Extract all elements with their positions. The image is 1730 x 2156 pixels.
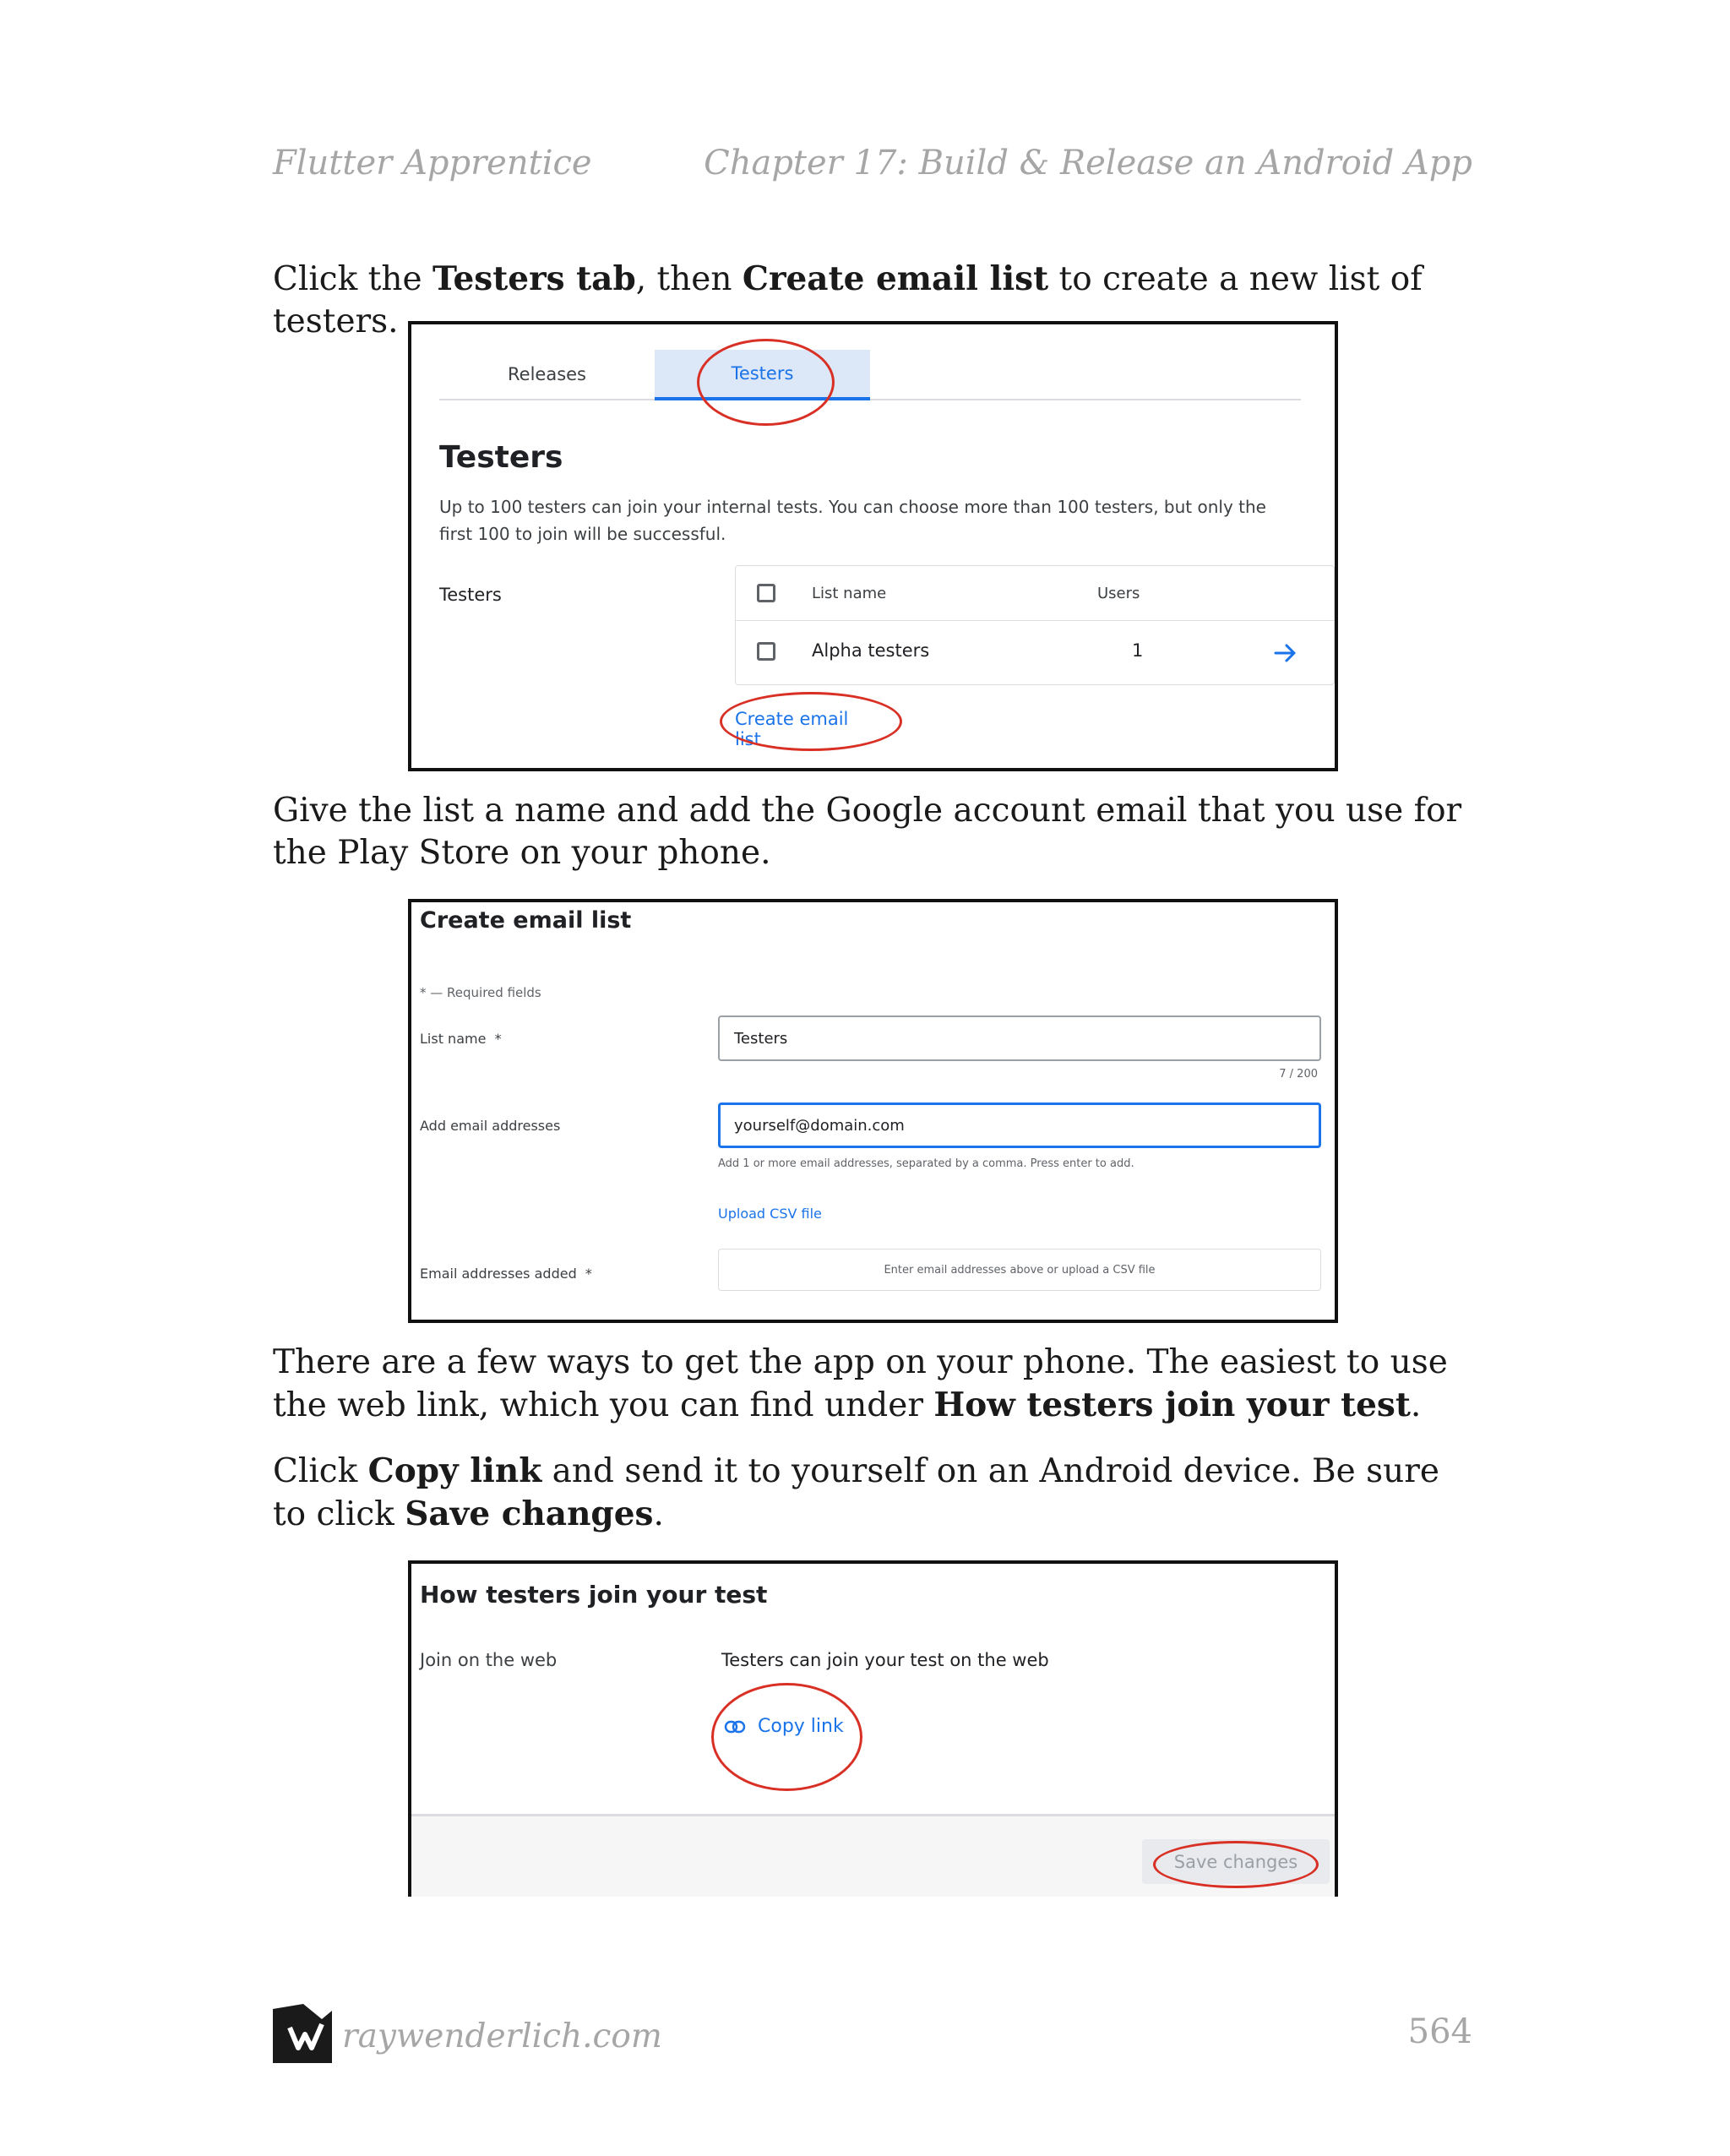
highlight-circle: [697, 339, 835, 426]
save-changes-button[interactable]: Save changes: [1142, 1839, 1330, 1884]
users-cell: 1: [1132, 640, 1144, 661]
paragraph-4: Click Copy link and send it to yourself on an Android device. Be sure to click Save changes.: [273, 1451, 1439, 1533]
page-number: 564: [1407, 2012, 1472, 2051]
paragraph-1: Click the Testers tab, then Create email list to create a new list of testers.: [273, 259, 1423, 340]
arrow-right-icon[interactable]: [1273, 640, 1298, 666]
required-note: * — Required fields: [420, 985, 541, 1000]
column-header-users: Users: [1097, 585, 1140, 602]
table-header-row: [736, 566, 1334, 621]
list-name-cell: Alpha testers: [812, 640, 930, 661]
join-description: Testers can join your test on the web: [721, 1650, 1049, 1670]
description: Up to 100 testers can join your internal tests. You can choose more than 100 testers, but only the first 100 to join will be successful.: [439, 497, 1266, 544]
paragraph-2: Give the list a name and add the Google account email that you use for the Play Store on your phone.: [273, 792, 1462, 872]
copy-link-label: Copy link: [758, 1716, 844, 1737]
char-count: 7 / 200: [1279, 1068, 1318, 1081]
how-testers-join-screenshot: [408, 1560, 1338, 1897]
email-help-text: Add 1 or more email addresses, separated by a comma. Press enter to add.: [718, 1157, 1134, 1170]
action-bar: [411, 1814, 1335, 1897]
dialog-title: Create email list: [420, 907, 632, 934]
footer-site: raywenderlich.com: [342, 2017, 662, 2055]
book-title: Flutter Apprentice: [273, 144, 592, 182]
testers-row-label: Testers: [439, 585, 502, 605]
upload-csv-link[interactable]: Upload CSV file: [718, 1206, 822, 1222]
chapter-title: Chapter 17: Build & Release an Android App: [704, 144, 1472, 182]
column-header-list-name: List name: [812, 585, 887, 602]
select-all-checkbox[interactable]: [757, 584, 775, 602]
highlight-circle: [711, 1683, 862, 1791]
highlight-circle: [1153, 1841, 1319, 1888]
email-value: yourself@domain.com: [734, 1117, 905, 1135]
create-email-list-link[interactable]: Create email list: [735, 709, 849, 749]
email-field[interactable]: [718, 1102, 1321, 1148]
email-addresses-added-label: Email addresses added *: [420, 1266, 592, 1282]
tab-releases[interactable]: Releases: [508, 364, 586, 384]
highlight-circle: [720, 692, 902, 751]
paragraph-3: There are a few ways to get the app on your phone. The easiest to use the web link, which you can find under How testers join your test.: [273, 1343, 1448, 1424]
create-email-list-screenshot: [408, 899, 1338, 1323]
tab-testers[interactable]: Testers: [655, 350, 870, 400]
rw-logo-icon: [273, 2004, 332, 2063]
section-title: How testers join your test: [420, 1581, 768, 1609]
list-name-label: List name *: [420, 1031, 502, 1047]
join-on-web-label: Join on the web: [420, 1650, 558, 1670]
add-email-label: Add email addresses: [420, 1118, 561, 1134]
row-checkbox[interactable]: [757, 642, 775, 661]
table-row[interactable]: [736, 620, 1334, 684]
testers-tab-screenshot: [408, 321, 1338, 771]
email-addresses-added-box: Enter email addresses above or upload a CSV file: [718, 1249, 1321, 1291]
testers-table: [735, 565, 1335, 685]
page-title: Testers: [439, 440, 563, 475]
list-name-field[interactable]: [718, 1015, 1321, 1061]
list-name-value: Testers: [734, 1030, 788, 1048]
